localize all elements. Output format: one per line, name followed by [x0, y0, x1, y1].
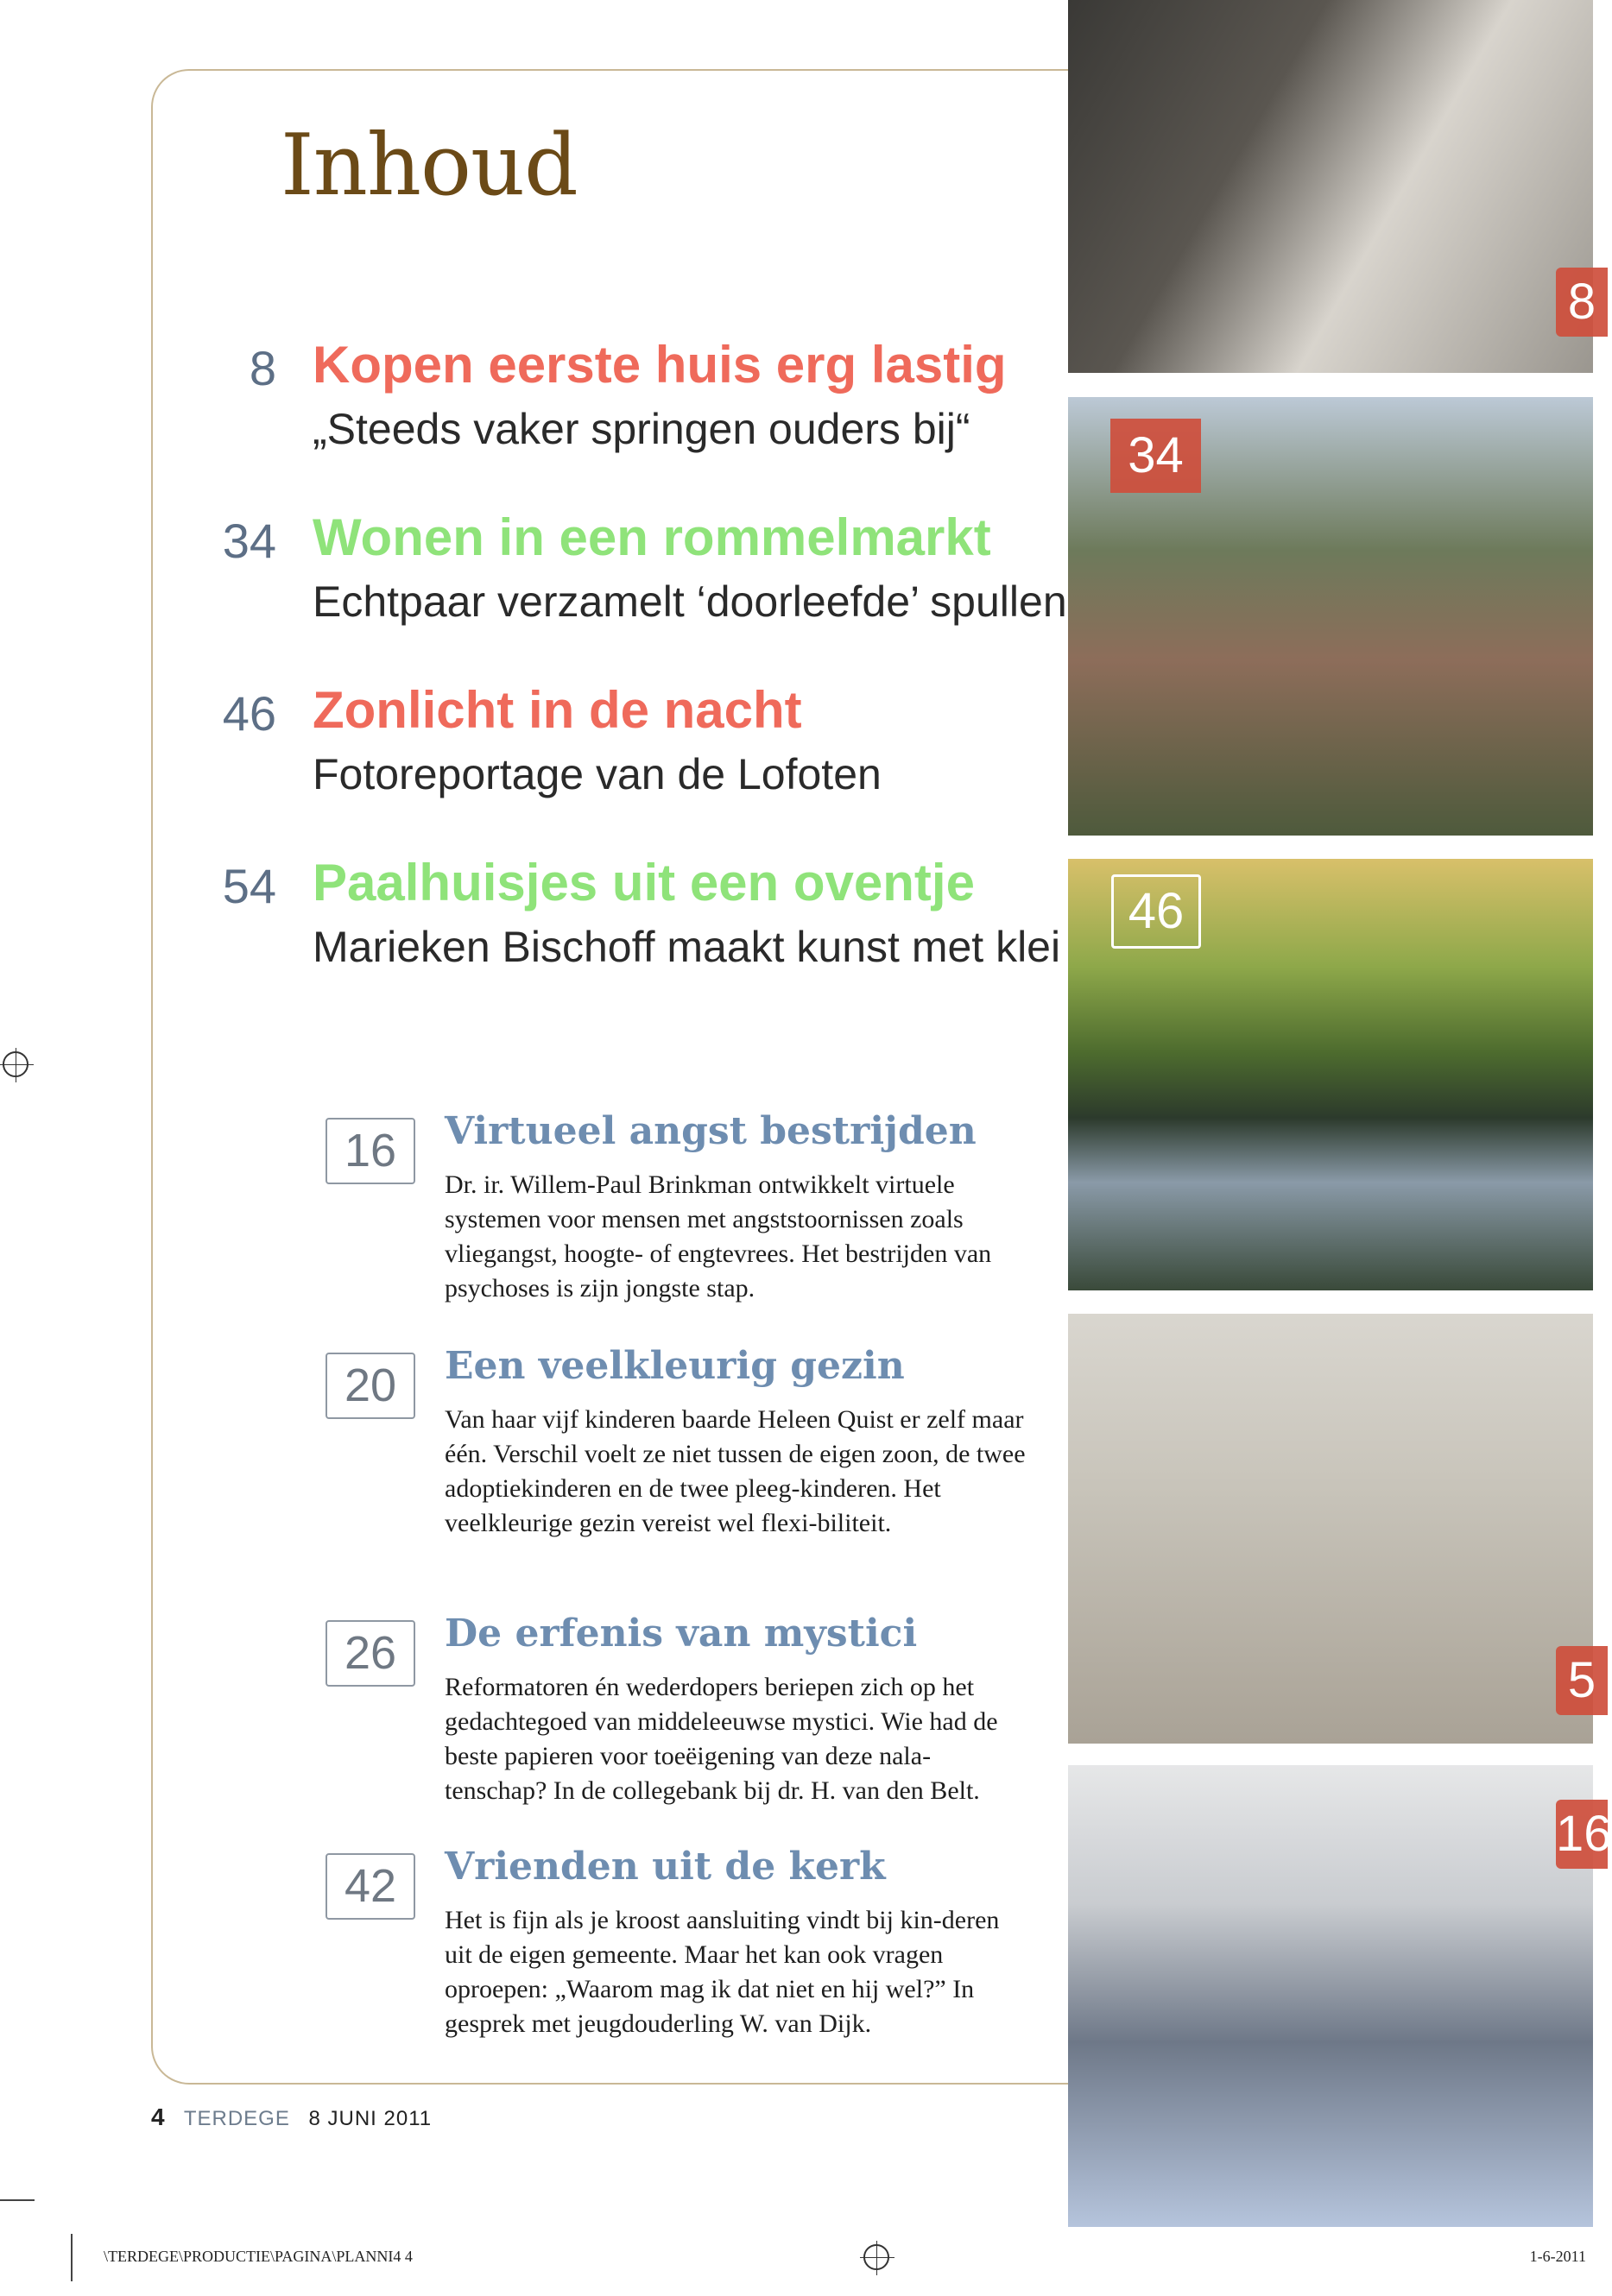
photo-page-tag: 46: [1111, 874, 1201, 949]
page-title: Inhoud: [281, 117, 578, 215]
feature-page-number: 54: [222, 859, 276, 913]
feature-subhead: Echtpaar verzamelt ‘doorleefde’ spullen: [313, 577, 1067, 626]
footer-date: 8 JUNI 2011: [308, 2107, 433, 2130]
story-headline: Een veelkleurig gezin: [445, 1344, 905, 1388]
story-page-box: 20: [326, 1353, 415, 1419]
story-body: Reformatoren én wederdopers beriepen zich op het gedachtegoed van middeleeuwse mystici. Wie had de beste papieren voor toeëigening van deze nala-tenschap? In de collegebank bij dr. H. van den Belt.: [445, 1673, 998, 1805]
story-page-box: 26: [326, 1620, 415, 1687]
feature-subhead: Fotoreportage van de Lofoten: [313, 750, 882, 798]
feature-subhead: Marieken Bischoff maakt kunst met klei: [313, 923, 1061, 971]
registration-mark-icon: [863, 2244, 889, 2270]
photo-page-tag: 8: [1556, 268, 1608, 337]
story-body: Van haar vijf kinderen baarde Heleen Quist er zelf maar één. Verschil voelt ze niet tussen de eigen zoon, de twee adoptiekinderen en de twee pleeg-kinderen. Het veelkleurige gezin vereist wel flexi-biliteit.: [445, 1405, 1026, 1537]
feature-item[interactable]: [0, 853, 1062, 1008]
story-headline: De erfenis van mystici: [445, 1612, 918, 1656]
feature-page-number: 34: [222, 514, 276, 568]
crop-mark: [0, 2199, 35, 2201]
feature-page-number: 46: [222, 686, 276, 741]
footer-magazine: TERDEGE: [183, 2107, 290, 2130]
feature-subhead: „Steeds vaker springen ouders bij“: [313, 405, 970, 453]
story-body: Het is fijn als je kroost aansluiting vindt bij kin-deren uit de eigen gemeente. Maar het kan ook vragen oproepen: „Waarom mag ik dat niet en hij wel?” In gesprek met jeugdouderling W. van Dijk.: [445, 1906, 1000, 2038]
slug-date: 1-6-2011: [1529, 2248, 1586, 2265]
photo-couple-tie: [1068, 0, 1596, 373]
photo-page-tag: 34: [1110, 419, 1201, 493]
photo-vr-man: [1068, 1765, 1612, 2227]
footer-page-number: 4: [151, 2104, 166, 2130]
crop-mark: [71, 2234, 73, 2281]
story-headline: Vrienden uit de kerk: [445, 1845, 886, 1889]
feature-headline: Paalhuisjes uit een oventje: [313, 854, 975, 911]
story-headline: Virtueel angst bestrijden: [445, 1109, 977, 1153]
photo-lofoten-landscape: [1068, 859, 1593, 1290]
slug-path: \TERDEGE\PRODUCTIE\PAGINA\PLANNI4 4: [104, 2248, 413, 2265]
story-page-box: 42: [326, 1853, 415, 1920]
photo-page-tag: 5: [1556, 1646, 1608, 1715]
story-page-box: 16: [326, 1118, 415, 1184]
photo-clay-house: [1068, 1314, 1596, 1744]
feature-item[interactable]: [0, 335, 1062, 490]
feature-headline: Zonlicht in de nacht: [313, 681, 802, 739]
feature-headline: Kopen eerste huis erg lastig: [313, 336, 1007, 394]
page-footer: [151, 2104, 432, 2131]
registration-mark-icon: [3, 1051, 28, 1077]
photo-page-tag: 16: [1556, 1800, 1608, 1869]
feature-page-number: 8: [249, 341, 276, 395]
feature-item[interactable]: [0, 508, 1067, 663]
feature-headline: Wonen in een rommelmarkt: [313, 508, 991, 566]
feature-item[interactable]: [0, 680, 1062, 836]
story-body: Dr. ir. Willem-Paul Brinkman ontwikkelt virtuele systemen voor mensen met angststoornissen zoals vliegangst, hoogte- of engtevrees. Het bestrijden van psychoses is zijn jongste stap.: [445, 1170, 992, 1303]
